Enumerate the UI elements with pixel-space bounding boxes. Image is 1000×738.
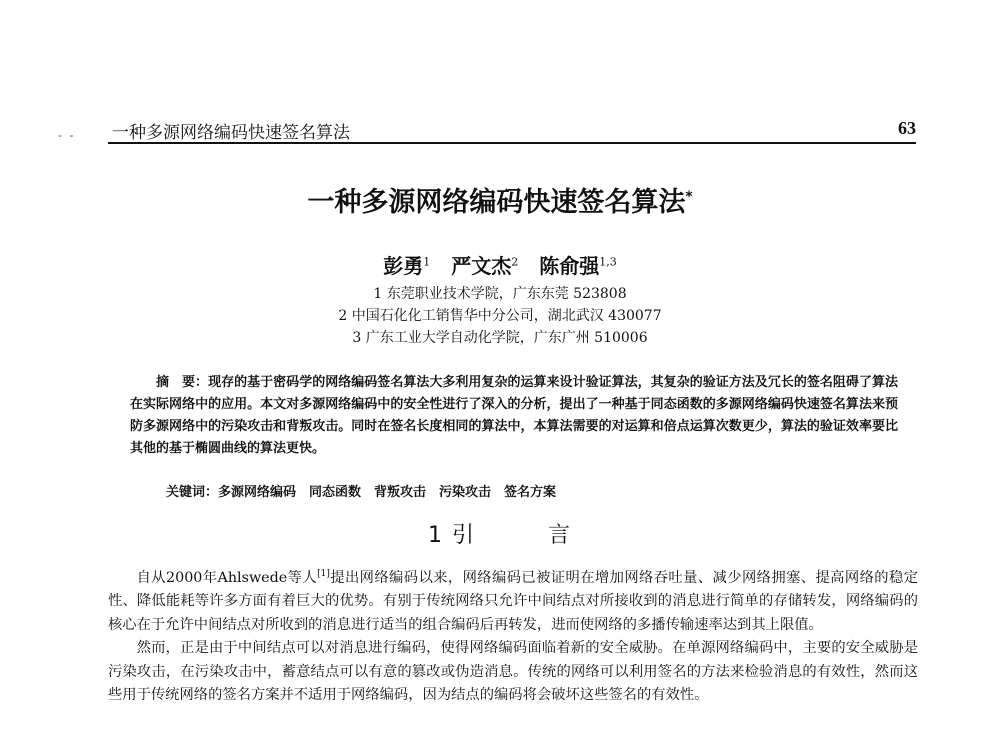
- paragraph-text: 自从2000年Ahlswede等人: [136, 569, 318, 586]
- author-affil-ref: 1: [423, 255, 431, 269]
- paragraph: [108, 563, 918, 637]
- running-head: [108, 112, 916, 144]
- keywords-label: 关键词：: [166, 485, 219, 500]
- affiliation: 2 中国石化化工销售华中分公司，湖北武汉 430077: [338, 308, 662, 324]
- affiliation-list: [0, 283, 1000, 349]
- section-title-part: 言: [548, 523, 573, 548]
- author-name: 严文杰: [451, 254, 512, 278]
- paper-title: [0, 180, 1000, 219]
- paragraph-text: 提出网络编码以来，网络编码已被证明在增加网络吞吐量、减少网络拥塞、提高网络的稳定性、降低能耗等许多方面有着巨大的优势。有别于传统网络只允许中间结点对所接收到的消息进行简单的存储转发，网络编码的核心在于允许中间结点对所收到的消息进行适当的组合编码后再转发，进而使网络的多播传输速率达到其上限值。: [108, 569, 919, 633]
- page-number: 63: [898, 118, 916, 138]
- body-text: [108, 563, 918, 708]
- keywords: [166, 482, 898, 504]
- author-name: 彭勇: [383, 254, 424, 278]
- citation-ref: [1]: [317, 569, 330, 579]
- author-name: 陈俞强: [539, 254, 600, 278]
- abstract-text: 现存的基于密码学的网络编码签名算法大多利用复杂的运算来设计验证算法，其复杂的验证方法及冗长的签名阻碍了算法在实际网络中的应用。本文对多源网络编码中的安全性进行了深入的分析，提出了一种基于同态函数的多源网络编码快速签名算法来预防多源网络中的污染攻击和背叛攻击。同时在签名长度相同的算法中，本算法需要的对运算和倍点运算次数更少，算法的验证效率要比其他的基于椭圆曲线的算法更快。: [130, 375, 898, 456]
- author-affil-ref: 1,3: [599, 255, 617, 269]
- section-title-part: 引: [451, 523, 476, 548]
- author-list: [0, 250, 1000, 279]
- affiliation: 3 广东工业大学自动化学院，广东广州 510006: [352, 330, 648, 346]
- abstract: [130, 372, 898, 460]
- keywords-text: 多源网络编码 同态函数 背叛攻击 污染攻击 签名方案: [218, 485, 557, 500]
- section-heading: [0, 518, 1000, 549]
- running-head-title: 一种多源网络编码快速签名算法: [112, 123, 350, 143]
- affiliation: 1 东莞职业技术学院，广东东莞 523808: [373, 286, 627, 302]
- author-affil-ref: 2: [511, 255, 519, 269]
- paper-title-text: 一种多源网络编码快速签名算法: [307, 187, 686, 218]
- abstract-label: 摘 要：: [156, 375, 209, 390]
- scan-artifact: - -: [58, 128, 76, 142]
- section-number: 1: [427, 523, 444, 548]
- title-footnote-mark: *: [685, 189, 693, 205]
- paragraph: 然而，正是由于中间结点可以对消息进行编码，使得网络编码面临着新的安全威胁。在单源网络编码中，主要的安全威胁是污染攻击，在污染攻击中，蓄意结点可以有意的篡改或伪造消息。传统的网络可以利用签名的方法来检验消息的有效性，然而这些用于传统网络的签名方案并不适用于网络编码，因为结点的编码将会破坏这些签名的有效性。: [108, 640, 918, 704]
